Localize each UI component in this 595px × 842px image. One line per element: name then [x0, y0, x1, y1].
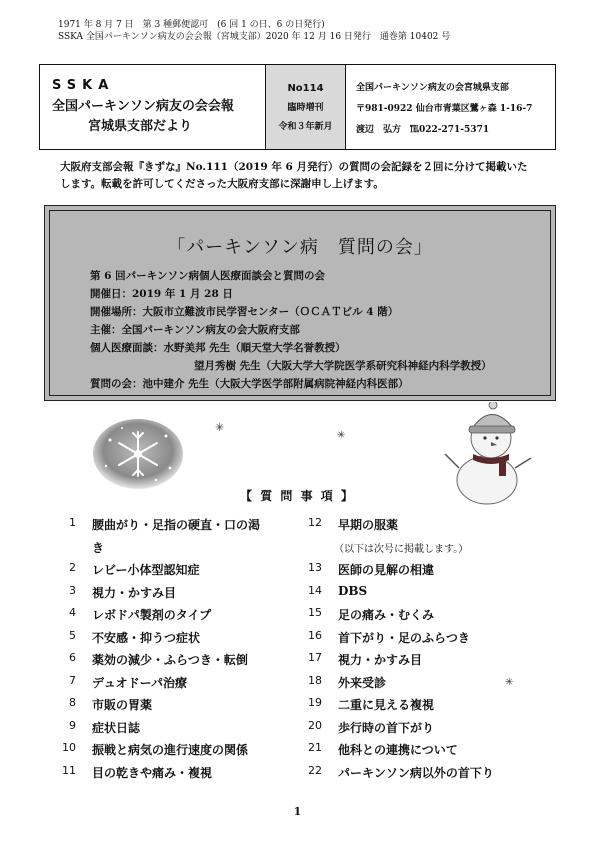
event-detail-line: 質問の会：池中建介 先生（大阪大学医学部附属病院神経内科医部）	[90, 378, 409, 390]
masthead-latin-title: SSKA	[52, 77, 115, 93]
issue-date: 令和３年新月	[278, 121, 333, 132]
issue-number: No114	[287, 82, 324, 94]
question-item: 8 市販の胃薬	[69, 696, 153, 712]
intro-paragraph	[60, 159, 560, 193]
question-item: 13 医師の見解の相違	[308, 561, 435, 577]
publication-line-2: SSKA 全国パーキンソン病友の会会報（宮城支部）2020 年 12 月 16 日発行 通巻第 10402 号	[58, 32, 451, 42]
event-detail-line: 個人医療面談：水野美邦 先生（順天堂大学名誉教授）	[90, 342, 346, 354]
question-item: 17 視力・かすみ目	[308, 651, 423, 667]
continued-next-issue-note: （以下は次号に掲載します。）	[334, 544, 469, 555]
question-item: 10 振戦と病気の進行速度の関係	[62, 741, 249, 757]
question-item: 12 早期の服薬	[308, 516, 399, 532]
event-detail-line: 開催日：2019 年 1 月 28 日	[90, 288, 233, 300]
question-item: 1 腰曲がり・足指の硬直・口の渇	[69, 516, 261, 532]
contact-org: 全国パーキンソン病友の会宮城県支部	[356, 82, 509, 93]
question-item: 15 足の痛み・むくみ	[308, 606, 435, 622]
question-item: 6 薬効の減少・ふらつき・転倒	[69, 651, 248, 667]
issue-type: 臨時増刊	[287, 102, 324, 113]
event-detail-line: 望月秀樹 先生（大阪大学大学院医学系研究科神経内科学教授）	[194, 360, 492, 372]
snowflake-icon: ✳	[215, 421, 225, 434]
question-item: 14 DBS	[308, 584, 368, 598]
questions-heading: 【 質 問 事 項 】	[240, 489, 355, 503]
issue-info	[266, 65, 346, 149]
snowflake-ornament-icon	[92, 418, 184, 490]
event-detail-line: 主催：全国パーキンソン病友の会大阪府支部	[90, 324, 300, 336]
event-info-inner-border	[49, 210, 551, 396]
question-item: 4 レボドパ製剤のタイプ	[69, 606, 212, 622]
masthead	[40, 65, 266, 149]
page-number: 1	[293, 805, 302, 818]
question-item: 18 外来受診	[308, 674, 387, 690]
snowflake-icon: ✳	[505, 677, 514, 688]
question-item: き	[92, 541, 105, 555]
event-details	[90, 267, 492, 393]
publication-info	[58, 19, 558, 43]
contact-person: 渡辺 弘方 ℡022-271-5371	[356, 124, 490, 135]
question-item: 11 目の乾きや痛み・複視	[62, 764, 213, 780]
contact-info	[346, 65, 555, 149]
intro-line-2: します。転載を許可してくださった大阪府支部に深謝申し上げます。	[60, 178, 384, 190]
masthead-org-name: 全国パーキンソン病友の会会報	[52, 98, 234, 114]
question-item: 5 不安感・抑うつ症状	[69, 629, 201, 645]
masthead-branch: 宮城県支部だより	[88, 118, 193, 134]
question-item: 22 パーキンソン病以外の首下り	[308, 764, 494, 780]
event-detail-line: 第 6 回パーキンソン病個人医療面談会と質問の会	[90, 270, 326, 282]
newsletter-header	[39, 64, 556, 150]
question-item: 19 二重に見える複視	[308, 696, 435, 712]
question-item: 7 デュオドーパ治療	[69, 674, 188, 690]
question-item: 21 他科との連携について	[308, 741, 458, 757]
question-item: 2 レビー小体型認知症	[69, 561, 200, 577]
question-item: 3 視力・かすみ目	[69, 584, 177, 600]
intro-line-1: 大阪府支部会報『きずな』No.111（2019 年 6 月発行）の質問の会記録を２回に分けて掲載いた	[60, 161, 528, 173]
contact-address: 〒981-0922 仙台市青葉区鷺ヶ森 1-16-7	[356, 103, 533, 114]
question-item: 9 症状日誌	[69, 719, 141, 735]
event-detail-line: 開催場所：大阪市立難波市民学習センター（ＯＣＡＴビル 4 階）	[90, 306, 399, 318]
event-title: 「パーキンソン病 質問の会」	[167, 237, 433, 258]
question-item: 16 首下がり・足のふらつき	[308, 629, 470, 645]
question-item: 20 歩行時の首下がり	[308, 719, 435, 735]
snowflake-icon: ✳	[337, 430, 346, 441]
publication-line-1: 1971 年 8 月 7 日 第 3 種郵便認可 (6 回 1 の日、6 の日発行)	[58, 20, 325, 30]
event-info-box	[44, 205, 556, 401]
